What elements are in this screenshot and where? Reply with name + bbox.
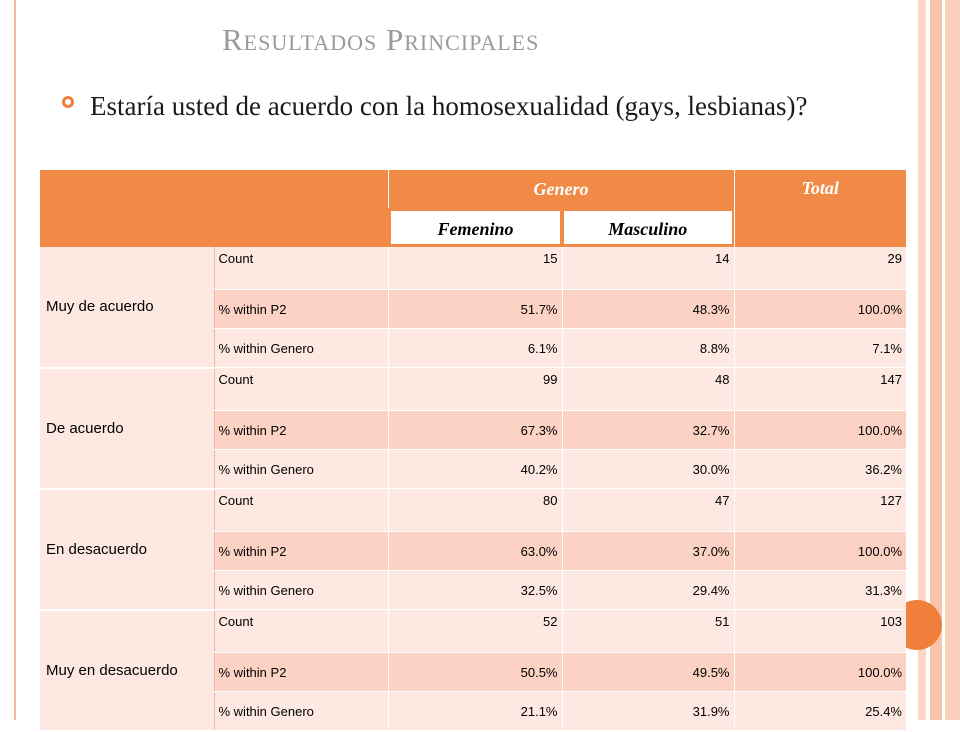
total-value: 29 xyxy=(734,247,906,290)
femenino-value: 21.1% xyxy=(388,692,562,731)
femenino-value: 51.7% xyxy=(388,290,562,329)
crosstab-table xyxy=(40,170,906,732)
category-label: De acuerdo xyxy=(40,368,214,489)
masculino-value: 8.8% xyxy=(562,329,734,368)
masculino-value: 31.9% xyxy=(562,692,734,731)
stat-label: % within P2 xyxy=(214,532,388,571)
femenino-value: 52 xyxy=(388,610,562,653)
stat-label: % within Genero xyxy=(214,692,388,731)
femenino-value: 50.5% xyxy=(388,653,562,692)
table-row xyxy=(40,489,906,532)
table-body xyxy=(40,247,906,731)
stat-label: % within Genero xyxy=(214,450,388,489)
stat-label: % within Genero xyxy=(214,329,388,368)
stat-label: Count xyxy=(214,489,388,532)
stat-label: % within Genero xyxy=(214,571,388,610)
masculino-value: 49.5% xyxy=(562,653,734,692)
total-value: 127 xyxy=(734,489,906,532)
femenino-value: 99 xyxy=(388,368,562,411)
masculino-value: 47 xyxy=(562,489,734,532)
total-value: 100.0% xyxy=(734,653,906,692)
subheader-femenino-cell xyxy=(388,208,562,247)
total-value: 147 xyxy=(734,368,906,411)
subheader-femenino: Femenino xyxy=(389,209,562,246)
femenino-value: 80 xyxy=(388,489,562,532)
slide-title: Resultados Principales xyxy=(222,22,540,57)
category-label: Muy en desacuerdo xyxy=(40,610,214,731)
table-row xyxy=(40,247,906,290)
masculino-value: 32.7% xyxy=(562,411,734,450)
stat-label: Count xyxy=(214,610,388,653)
total-value: 103 xyxy=(734,610,906,653)
masculino-value: 30.0% xyxy=(562,450,734,489)
masculino-value: 37.0% xyxy=(562,532,734,571)
table-row xyxy=(40,610,906,653)
subheader-masculino: Masculino xyxy=(562,209,734,246)
category-label: Muy de acuerdo xyxy=(40,247,214,368)
bullet-ring-icon xyxy=(62,96,74,108)
header-blank xyxy=(40,170,388,247)
femenino-value: 67.3% xyxy=(388,411,562,450)
masculino-value: 48.3% xyxy=(562,290,734,329)
stat-label: % within P2 xyxy=(214,653,388,692)
total-value: 100.0% xyxy=(734,290,906,329)
femenino-value: 63.0% xyxy=(388,532,562,571)
stat-label: Count xyxy=(214,247,388,290)
subheader-masculino-cell xyxy=(562,208,734,247)
stat-label: % within P2 xyxy=(214,411,388,450)
masculino-value: 14 xyxy=(562,247,734,290)
masculino-value: 29.4% xyxy=(562,571,734,610)
category-label: En desacuerdo xyxy=(40,489,214,610)
masculino-value: 48 xyxy=(562,368,734,411)
total-value: 25.4% xyxy=(734,692,906,731)
header-genero: Genero xyxy=(388,170,734,208)
total-value: 100.0% xyxy=(734,411,906,450)
total-value: 31.3% xyxy=(734,571,906,610)
femenino-value: 32.5% xyxy=(388,571,562,610)
stat-label: % within P2 xyxy=(214,290,388,329)
stat-label: Count xyxy=(214,368,388,411)
femenino-value: 15 xyxy=(388,247,562,290)
masculino-value: 51 xyxy=(562,610,734,653)
total-value: 100.0% xyxy=(734,532,906,571)
total-value: 36.2% xyxy=(734,450,906,489)
total-value: 7.1% xyxy=(734,329,906,368)
left-frame-border xyxy=(0,0,16,720)
table-row xyxy=(40,368,906,411)
femenino-value: 40.2% xyxy=(388,450,562,489)
femenino-value: 6.1% xyxy=(388,329,562,368)
header-total: Total xyxy=(734,170,906,247)
question-text: Estaría usted de acuerdo con la homosexualidad (gays, lesbianas)? xyxy=(90,91,808,121)
